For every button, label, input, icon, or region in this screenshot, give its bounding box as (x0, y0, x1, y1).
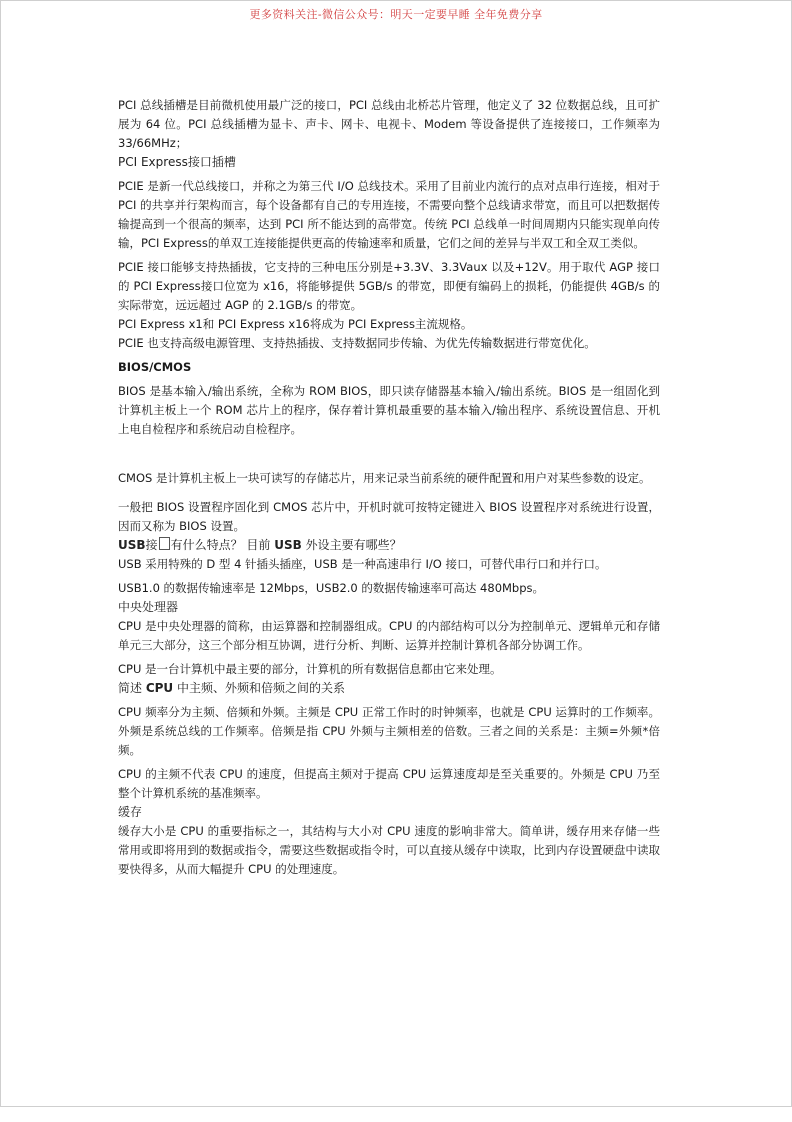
paragraph-bios-setup: 一般把 BIOS 设置程序固化到 CMOS 芯片中，开机时就可按特定键进入 BIOS 设置程序对系统进行设置，因而又称为 BIOS 设置。 (118, 500, 660, 533)
header-banner: 更多资料关注-微信公众号：明天一定要早睡 全年免费分享 (249, 8, 543, 21)
heading-freq-part1: 简述 (118, 681, 146, 695)
paragraph-cpu-clock: CPU 的主频不代表 CPU 的速度，但提高主频对于提高 CPU 运算速度却是至关重要的。外频是 CPU 乃至整个计算机系统的基准频率。 (118, 767, 660, 800)
paragraph-cache: 缓存大小是 CPU 的重要指标之一，其结构与大小对 CPU 速度的影响非常大。简单讲，缓存用来存储一些常用或即将用到的数据或指令，需要这些数据或指令时，可以直接从缓存中读取，比到内存设置硬盘中读取要快得多，从而大幅提升 CPU 的处理速度。 (118, 824, 660, 876)
paragraph-cmos: CMOS 是计算机主板上一块可读写的存储芯片，用来记录当前系统的硬件配置和用户对某些参数的设定。 (118, 471, 651, 485)
paragraph-pcie-specs: PCI Express x1和 PCI Express x16将成为 PCI Express主流规格。 (118, 317, 473, 331)
heading-bios-cmos: BIOS/CMOS (118, 360, 192, 374)
heading-freq-part3: 中主频、外频和倍频之间的关系 (173, 681, 346, 695)
heading-usb-part3: 有什么特点？ 目前 (170, 538, 275, 552)
page-border-left (0, 0, 1, 1106)
heading-usb-part4: USB (274, 538, 302, 552)
heading-cpu: 中央处理器 (118, 600, 179, 614)
paragraph-cpu-role: CPU 是一台计算机中最主要的部分，计算机的所有数据信息都由它来处理。 (118, 662, 502, 676)
paragraph-bios: BIOS 是基本输入/输出系统，全称为 ROM BIOS，即只读存储器基本输入/输出系统。BIOS 是一组固化到计算机主板上一个 ROM 芯片上的程序，保存着计算机最重要的基本输入/输出程序、系统设置信息、开机上电自检程序和系统启动自检程序。 (118, 384, 660, 436)
heading-usb-part5: 外设主要有哪些？ (301, 538, 402, 552)
heading-freq-part2: CPU (145, 681, 174, 695)
page-border-bottom (0, 1106, 792, 1107)
missing-glyph-box-icon (159, 537, 170, 550)
heading-cpu-frequency (118, 679, 660, 698)
paragraph-pci-slot: PCI 总线插槽是目前微机使用最广泛的接口，PCI 总线由北桥芯片管理，他定义了 32 位数据总线，且可扩展为 64 位。PCI 总线插槽为显卡、声卡、网卡、电视卡、Modem 等设备提供了连接接口，工作频率为 33/66MHz； (118, 98, 660, 150)
heading-cache: 缓存 (118, 805, 143, 819)
paragraph-usb-speed: USB1.0 的数据传输速率是 12Mbps，USB2.0 的数据传输速率可高达 480Mbps。 (118, 581, 545, 595)
heading-usb (118, 536, 660, 555)
paragraph-cpu-frequency: CPU 频率分为主频、倍频和外频。主频是 CPU 正常工作时的时钟频率，也就是 CPU 运算时的工作频率。外频是系统总线的工作频率。倍频是指 CPU 外频与主频相差的倍数。三者之间的关系是：主频=外频*倍频。 (118, 705, 660, 757)
heading-pcie-slot: PCI Express接口插槽 (118, 155, 236, 169)
paragraph-usb-connector: USB 采用特殊的 D 型 4 针插头插座，USB 是一种高速串行 I/O 接口，可替代串行口和并行口。 (118, 557, 607, 571)
paragraph-pcie-features: PCIE 也支持高级电源管理、支持热插拔、支持数据同步传输、为优先传输数据进行带宽优化。 (118, 336, 596, 350)
paragraph-pcie-intro: PCIE 是新一代总线接口，并称之为第三代 I/O 总线技术。采用了目前业内流行的点对点串行连接，相对于 PCI 的共享并行架构而言，每个设备都有自己的专用连接，不需要向整个总线请求带宽，而且可以把数据传输提高到一个很高的频率，达到 PCI 所不能达到的高带宽。传统 PCI 总线单一时间周期内只能实现单向传输，PCI Express的单双工连接能提供更高的传输速率和质量，它们之间的差异与半双工和全双工类似。 (118, 179, 660, 250)
heading-usb-part1: USB (118, 538, 146, 552)
page-border-top (0, 0, 792, 1)
paragraph-pcie-hotplug: PCIE 接口能够支持热插拔，它支持的三种电压分别是+3.3V、3.3Vaux 以及+12V。用于取代 AGP 接口的 PCI Express接口位宽为 x16，将能够提供 5GB/s 的带宽，即便有编码上的损耗，仍能提供 4GB/s 的实际带宽，远远超过 AGP 的 2.1GB/s 的带宽。 (118, 260, 660, 312)
document-body (118, 96, 660, 879)
paragraph-cpu-structure: CPU 是中央处理器的简称，由运算器和控制器组成。CPU 的内部结构可以分为控制单元、逻辑单元和存储单元三大部分，这三个部分相互协调，进行分析、判断、运算并控制计算机各部分协调工作。 (118, 619, 660, 652)
heading-usb-part2: 接 (145, 538, 158, 552)
